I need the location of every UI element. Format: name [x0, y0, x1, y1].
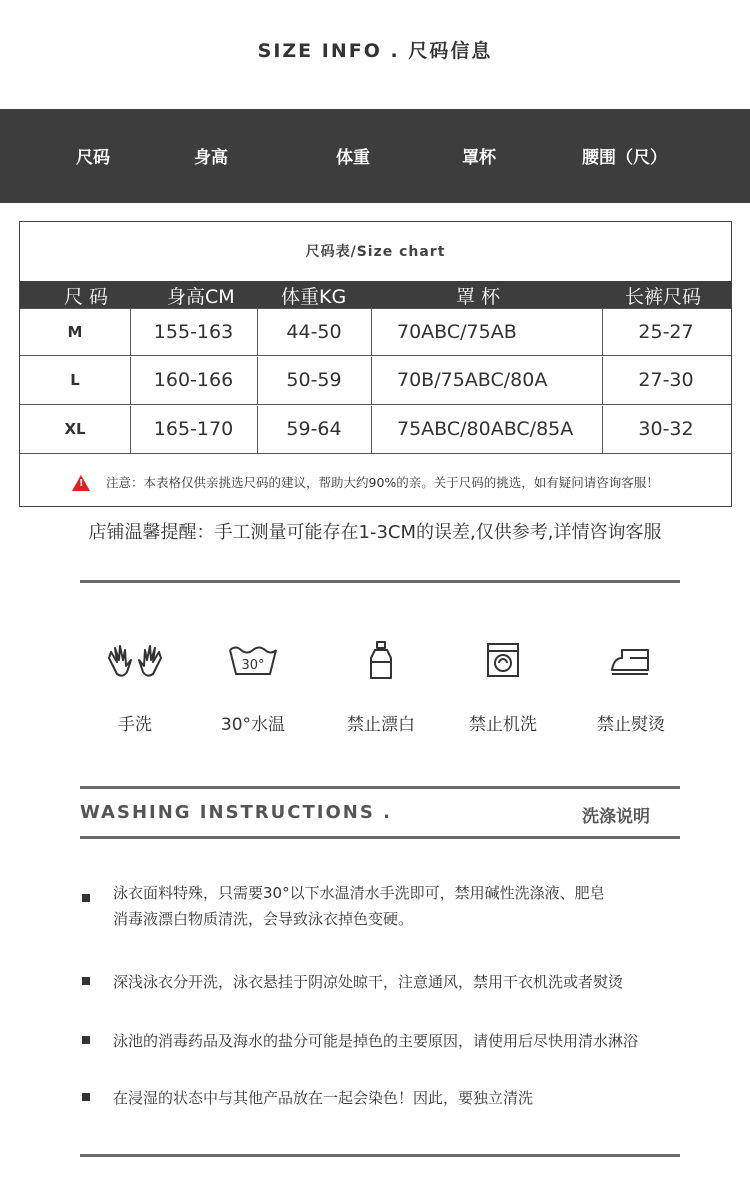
no-machine-wash-icon: [483, 640, 523, 680]
list-item: [113, 1085, 533, 1111]
bar-label-height: 身高: [194, 148, 228, 168]
no-bleach-icon: [361, 640, 401, 680]
list-item-line: 在浸湿的状态中与其他产品放在一起会染色！因此，要独立清洗: [113, 1089, 534, 1107]
cell-pants: 27-30: [638, 369, 694, 391]
list-item-line: 泳池的消毒药品及海水的盐分可能是掉色的主要原因，请使用后尽快用清水淋浴: [113, 1032, 639, 1050]
size-chart-title: 尺码表/Size chart: [305, 244, 446, 260]
divider: [80, 786, 680, 789]
bar-label-waist: 腰围（尺）: [582, 148, 667, 168]
size-chart-note: [20, 459, 731, 507]
table-row: [20, 357, 731, 405]
list-item: [113, 1028, 638, 1054]
table-row: [20, 308, 731, 356]
bullet-icon: [82, 1093, 90, 1101]
list-item-line: 泳衣面料特殊，只需要30°以下水温清水手洗即可，禁用碱性洗涤液、肥皂: [113, 884, 605, 902]
shop-reminder: 店铺温馨提醒：手工测量可能存在1-3CM的误差,仅供参考,详情咨询客服: [88, 522, 662, 543]
page-title: SIZE INFO . 尺码信息: [257, 40, 493, 62]
bar-label-cup: 罩杯: [462, 148, 496, 168]
care-label: 手洗: [118, 715, 152, 735]
care-label: 禁止熨烫: [597, 715, 665, 735]
header-height: 身高CM: [167, 286, 235, 308]
cell-size: M: [67, 323, 83, 341]
header-cup: 罩 杯: [456, 286, 501, 308]
care-label: 30°水温: [220, 715, 286, 735]
list-item: [113, 969, 623, 995]
size-chart-header: [20, 281, 731, 308]
bullet-icon: [82, 977, 90, 985]
cell-pants: 25-27: [638, 321, 694, 343]
divider: [80, 580, 680, 583]
divider: [80, 1154, 680, 1157]
warning-icon: [72, 475, 90, 491]
size-chart: [19, 221, 732, 507]
cell-weight: 59-64: [286, 418, 342, 440]
washing-heading-en: WASHING INSTRUCTIONS .: [80, 802, 392, 823]
list-item: [113, 880, 605, 932]
care-item-no-machine-wash: [448, 640, 558, 735]
table-row: [20, 406, 731, 454]
cell-height: 160-166: [153, 369, 234, 391]
svg-text:30°: 30°: [241, 658, 265, 673]
list-item-line: 深浅泳衣分开洗，泳衣悬挂于阴凉处晾干，注意通风，禁用干衣机洗或者熨烫: [113, 973, 624, 991]
header-weight: 体重KG: [281, 286, 347, 308]
water-30-icon: [226, 640, 280, 680]
hand-wash-icon: [105, 640, 165, 680]
header-pants-size: 长裤尺码: [625, 286, 702, 308]
cell-cup: 75ABC/80ABC/85A: [397, 418, 574, 440]
cell-cup: 70ABC/75AB: [397, 321, 517, 343]
cell-weight: 44-50: [286, 321, 342, 343]
bullet-icon: [82, 1036, 90, 1044]
size-header-bar: [0, 109, 750, 203]
washing-heading-cn: 洗涤说明: [582, 807, 650, 827]
cell-size: XL: [64, 420, 86, 438]
cell-cup: 70B/75ABC/80A: [397, 369, 548, 391]
cell-pants: 30-32: [638, 418, 694, 440]
bar-label-weight: 体重: [336, 148, 370, 168]
bullet-icon: [82, 894, 90, 902]
care-label: 禁止机洗: [469, 715, 537, 735]
cell-height: 155-163: [153, 321, 234, 343]
divider: [80, 836, 680, 839]
care-item-water-30: [198, 640, 308, 735]
bar-label-size: 尺码: [76, 148, 110, 168]
cell-size: L: [70, 371, 80, 389]
care-label: 禁止漂白: [347, 715, 415, 735]
cell-height: 165-170: [153, 418, 234, 440]
care-item-no-bleach: [326, 640, 436, 735]
note-text: 注意：本表格仅供亲挑选尺码的建议，帮助大约90%的亲。关于尺码的挑选，如有疑问请咨询客服！: [106, 475, 659, 490]
no-iron-icon: [608, 640, 654, 680]
care-item-no-iron: [576, 640, 686, 735]
care-item-hand-wash: [80, 640, 190, 735]
header-size: 尺 码: [64, 286, 109, 308]
list-item-line: 消毒液漂白物质清洗，会导致泳衣掉色变硬。: [113, 910, 414, 928]
cell-weight: 50-59: [286, 369, 342, 391]
